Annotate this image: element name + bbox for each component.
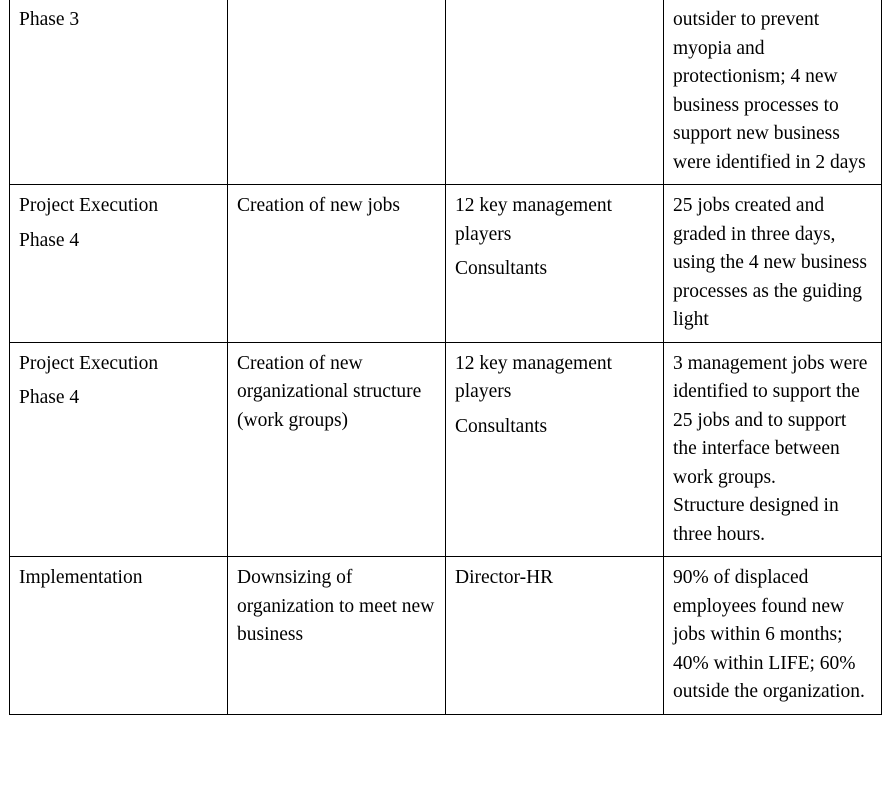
stage-text: Implementation bbox=[19, 567, 143, 588]
project-phases-table bbox=[9, 0, 882, 715]
activity-text: Creation of new jobs bbox=[237, 195, 401, 216]
activity-text: Creation of new organizational structure (work groups) bbox=[237, 352, 422, 431]
activity-cell bbox=[228, 0, 446, 185]
participants-cell bbox=[446, 0, 664, 185]
outcome-cell bbox=[664, 557, 882, 715]
stage-text: Phase 3 bbox=[19, 9, 80, 30]
table-row bbox=[10, 557, 882, 715]
stage-cell bbox=[10, 557, 228, 715]
participants-text: 12 key management players bbox=[455, 195, 613, 245]
stage-phase-text: Phase 4 bbox=[19, 229, 80, 251]
outcome-text: 3 management jobs were identified to support the 25 jobs and to support the interface between work groups. bbox=[673, 352, 868, 488]
participants-text: Consultants bbox=[455, 258, 548, 279]
activity-cell bbox=[228, 342, 446, 557]
participants-cell bbox=[446, 342, 664, 557]
table-row bbox=[10, 342, 882, 557]
stage-cell bbox=[10, 342, 228, 557]
outcome-cell bbox=[664, 0, 882, 185]
outcome-text: Structure designed in three hours. bbox=[673, 495, 839, 545]
stage-cell bbox=[10, 185, 228, 343]
outcome-cell bbox=[664, 342, 882, 557]
stage-text: Project Execution bbox=[19, 195, 159, 216]
stage-phase-text: Phase 4 bbox=[19, 387, 80, 408]
participants-cell bbox=[446, 557, 664, 715]
activity-text: Downsizing of organization to meet new business bbox=[237, 567, 435, 645]
participants-text: Director-HR bbox=[455, 567, 554, 588]
outcome-text: outsider to prevent myopia and protectionism; 4 new business processes to support new business were identified in 2 days bbox=[673, 9, 866, 173]
activity-cell bbox=[228, 557, 446, 715]
stage-text: Project Execution bbox=[19, 352, 159, 374]
outcome-cell bbox=[664, 185, 882, 343]
table-row bbox=[10, 185, 882, 343]
activity-cell bbox=[228, 185, 446, 343]
participants-text: 12 key management players bbox=[455, 352, 613, 402]
participants-text: Consultants bbox=[455, 415, 548, 437]
outcome-text: 25 jobs created and graded in three days, using the 4 new business processes as the guiding light bbox=[673, 195, 867, 330]
stage-cell bbox=[10, 0, 228, 185]
outcome-text: 90% of displaced employees found new jobs within 6 months; 40% within LIFE; 60% outside the organization. bbox=[673, 567, 865, 702]
table-row bbox=[10, 0, 882, 185]
document-page bbox=[9, 0, 881, 715]
participants-cell bbox=[446, 185, 664, 343]
